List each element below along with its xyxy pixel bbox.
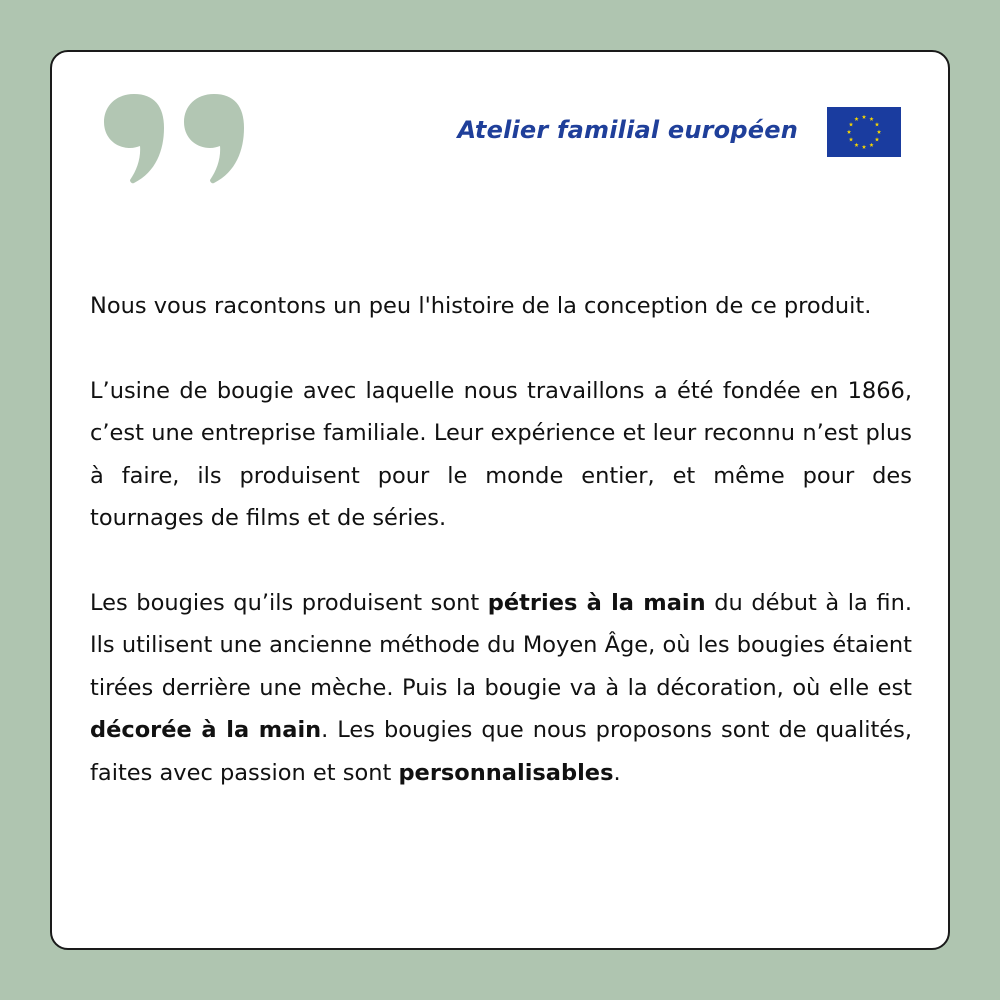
craft-text-2: du début à la fin. Ils utilisent une ancienne méthode du Moyen Âge, où les bougies étaient tirées derrière une mèche. Puis la bougie va à la décoration, où elle est <box>90 589 912 701</box>
paragraph-factory: L’usine de bougie avec laquelle nous travaillons a été fondée en 1866, c’est une entreprise familiale. Leur expérience et leur reconnu n’est plus à faire, ils produisent pour le monde entier, et même pour des tournages de films et de séries. <box>90 377 912 531</box>
quote-card <box>50 50 950 950</box>
craft-text-1: Les bougies qu’ils produisent sont <box>90 589 488 616</box>
eu-flag-icon <box>827 107 901 157</box>
brand-title: Atelier familial européen <box>457 116 798 144</box>
paragraph-intro: Nous vous racontons un peu l'histoire de la conception de ce produit. <box>90 293 872 319</box>
highlight-customizable: personnalisables <box>398 759 614 786</box>
craft-text-4: . <box>613 759 621 786</box>
quote-mark-icon <box>104 92 246 184</box>
craft-text-3: . Les bougies que nous proposons sont de qualités, faites avec passion et sont <box>90 717 912 786</box>
highlight-hand-decorated: décorée à la main <box>90 717 322 743</box>
story-text <box>90 285 912 794</box>
highlight-hand-kneaded: pétries à la main <box>487 589 706 616</box>
paragraph-craft <box>90 582 912 795</box>
